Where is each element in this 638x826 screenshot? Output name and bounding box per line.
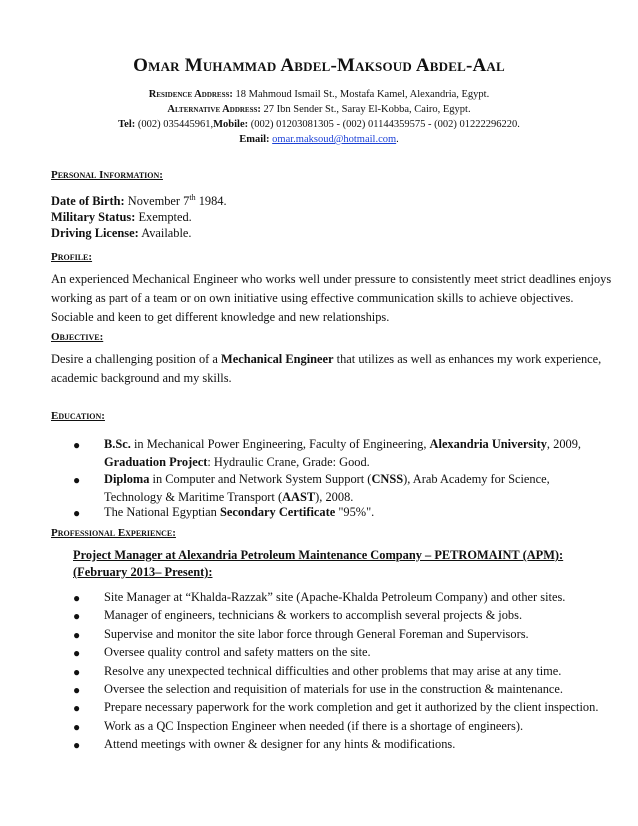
experience-item: Manager of engineers, technicians & workers to accomplish several projects & jobs. xyxy=(104,608,523,623)
graduation-project-label: Graduation Project xyxy=(104,454,208,469)
tel-value: (002) 035445961, xyxy=(137,119,214,130)
education-item-bsc xyxy=(104,436,581,471)
experience-item: Attend meetings with owner & designer for any hints & modifications. xyxy=(104,737,456,752)
objective-text xyxy=(51,350,626,388)
edu-text: in Computer and Network System Support ( xyxy=(152,472,372,486)
dob-year: 1984. xyxy=(198,194,227,209)
education-item-secondary xyxy=(104,504,374,522)
university-name: Alexandria University xyxy=(429,437,547,451)
bullet-icon: ● xyxy=(73,719,81,734)
degree-bsc: B.Sc. xyxy=(104,437,131,451)
job-title xyxy=(73,547,563,581)
bullet-icon: ● xyxy=(73,664,81,679)
residence-address-line xyxy=(0,89,638,100)
objective-text-part: that utilizes as well as enhances my work experience, xyxy=(336,352,602,366)
license-label: Driving License: xyxy=(51,226,139,240)
military-label: Military Status: xyxy=(51,210,136,224)
bullet-icon: ● xyxy=(73,646,81,661)
edu-text: , 2009, xyxy=(546,437,581,451)
job-period: (February 2013– Present): xyxy=(73,565,213,579)
education-item-diploma xyxy=(104,471,550,506)
license-value: Available. xyxy=(141,226,192,240)
dob-value: November 7 xyxy=(127,194,190,209)
experience-item: Work as a QC Inspection Engineer when needed (if there is a shortage of engineers). xyxy=(104,718,524,733)
degree-diploma: Diploma xyxy=(104,472,150,486)
edu-text: "95%". xyxy=(338,505,375,519)
job-title-line: Project Manager at Alexandria Petroleum Maintenance Company – PETROMAINT (APM): xyxy=(73,548,564,562)
profile-line: An experienced Mechanical Engineer who works well under pressure to consistently meet strict deadlines enjoys xyxy=(51,272,612,286)
experience-item: Resolve any unexpected technical difficulties and other problems that may arise at any time. xyxy=(104,663,562,678)
date-of-birth-line xyxy=(51,193,227,209)
objective-line: academic background and my skills. xyxy=(51,371,232,385)
profile-heading: Profile: xyxy=(51,251,93,263)
edu-text: in Mechanical Power Engineering, Faculty of Engineering, xyxy=(133,437,427,451)
military-value: Exempted. xyxy=(138,210,192,224)
bullet-icon: ● xyxy=(73,609,81,624)
bullet-icon: ● xyxy=(73,591,81,605)
edu-text: ), 2008. xyxy=(315,489,354,504)
dob-label: Date of Birth: xyxy=(51,194,125,209)
mobile-label: Mobile: xyxy=(213,119,249,130)
experience-item: Site Manager at “Khalda-Razzak” site (Apache-Khalda Petroleum Company) and other sites. xyxy=(104,590,566,604)
experience-item: Oversee quality control and safety matters on the site. xyxy=(104,645,371,660)
edu-text: : Hydraulic Crane, Grade: Good. xyxy=(207,454,370,469)
objective-line xyxy=(51,350,626,369)
residence-address-value: 18 Mahmoud Ismail St., Mostafa Kamel, Alexandria, Egypt. xyxy=(235,89,490,100)
phone-line xyxy=(0,119,638,130)
mobile-value: (002) 01203081305 - (002) 01144359575 - (002) 01222296220. xyxy=(250,119,520,130)
edu-text: The National Egyptian xyxy=(104,505,217,519)
candidate-name: Omar Muhammad Abdel-Maksoud Abdel-Aal xyxy=(133,55,505,76)
bullet-icon: ● xyxy=(73,473,81,487)
objective-text-part: Desire a challenging position of a xyxy=(51,352,218,366)
aast-abbrev: AAST xyxy=(282,489,316,504)
experience-item: Prepare necessary paperwork for the work completion and get it authorized by the client inspection. xyxy=(104,700,599,715)
email-label: Email: xyxy=(239,134,270,145)
dob-suffix: th xyxy=(189,193,196,202)
objective-heading: Objective: xyxy=(51,331,104,343)
edu-text: ), Arab Academy for Science, xyxy=(403,472,550,486)
bullet-icon: ● xyxy=(73,683,81,697)
email-suffix: . xyxy=(396,134,399,145)
email-link[interactable]: omar.maksoud@hotmail.com xyxy=(272,134,397,145)
education-heading: Education: xyxy=(51,410,105,422)
experience-item: Oversee the selection and requisition of materials for use in the construction & maintenance. xyxy=(104,682,563,696)
bullet-icon: ● xyxy=(73,701,81,716)
alternative-address-value: 27 Ibn Sender St., Saray El-Kobba, Cairo, Egypt. xyxy=(263,104,471,115)
profile-line: Sociable and keen to get different knowledge and new relationships. xyxy=(51,310,390,324)
email-line xyxy=(0,134,638,145)
personal-information-heading: Personal Information: xyxy=(51,169,163,181)
bullet-icon: ● xyxy=(73,438,81,452)
profile-text xyxy=(51,270,626,327)
objective-role: Mechanical Engineer xyxy=(221,352,334,366)
edu-text: Technology & Maritime Transport ( xyxy=(104,489,283,504)
driving-license-line xyxy=(51,226,192,241)
bullet-icon: ● xyxy=(73,627,81,642)
residence-address-label: Residence Address: xyxy=(148,89,233,100)
bullet-icon: ● xyxy=(73,506,81,520)
cnss-abbrev: CNSS xyxy=(371,472,404,486)
profile-line: working as part of a team or on own initiative using effective communication skills to achieve objectives. xyxy=(51,291,574,305)
military-status-line xyxy=(51,210,192,225)
secondary-certificate: Secondary Certificate xyxy=(219,505,336,519)
tel-label: Tel: xyxy=(118,119,136,130)
experience-item: Supervise and monitor the site labor force through General Foreman and Supervisors. xyxy=(104,626,529,641)
alternative-address-line xyxy=(0,104,638,115)
professional-experience-heading: Professional Experience: xyxy=(51,527,176,539)
alternative-address-label: Alternative Address: xyxy=(167,104,261,115)
bullet-icon: ● xyxy=(73,738,81,753)
